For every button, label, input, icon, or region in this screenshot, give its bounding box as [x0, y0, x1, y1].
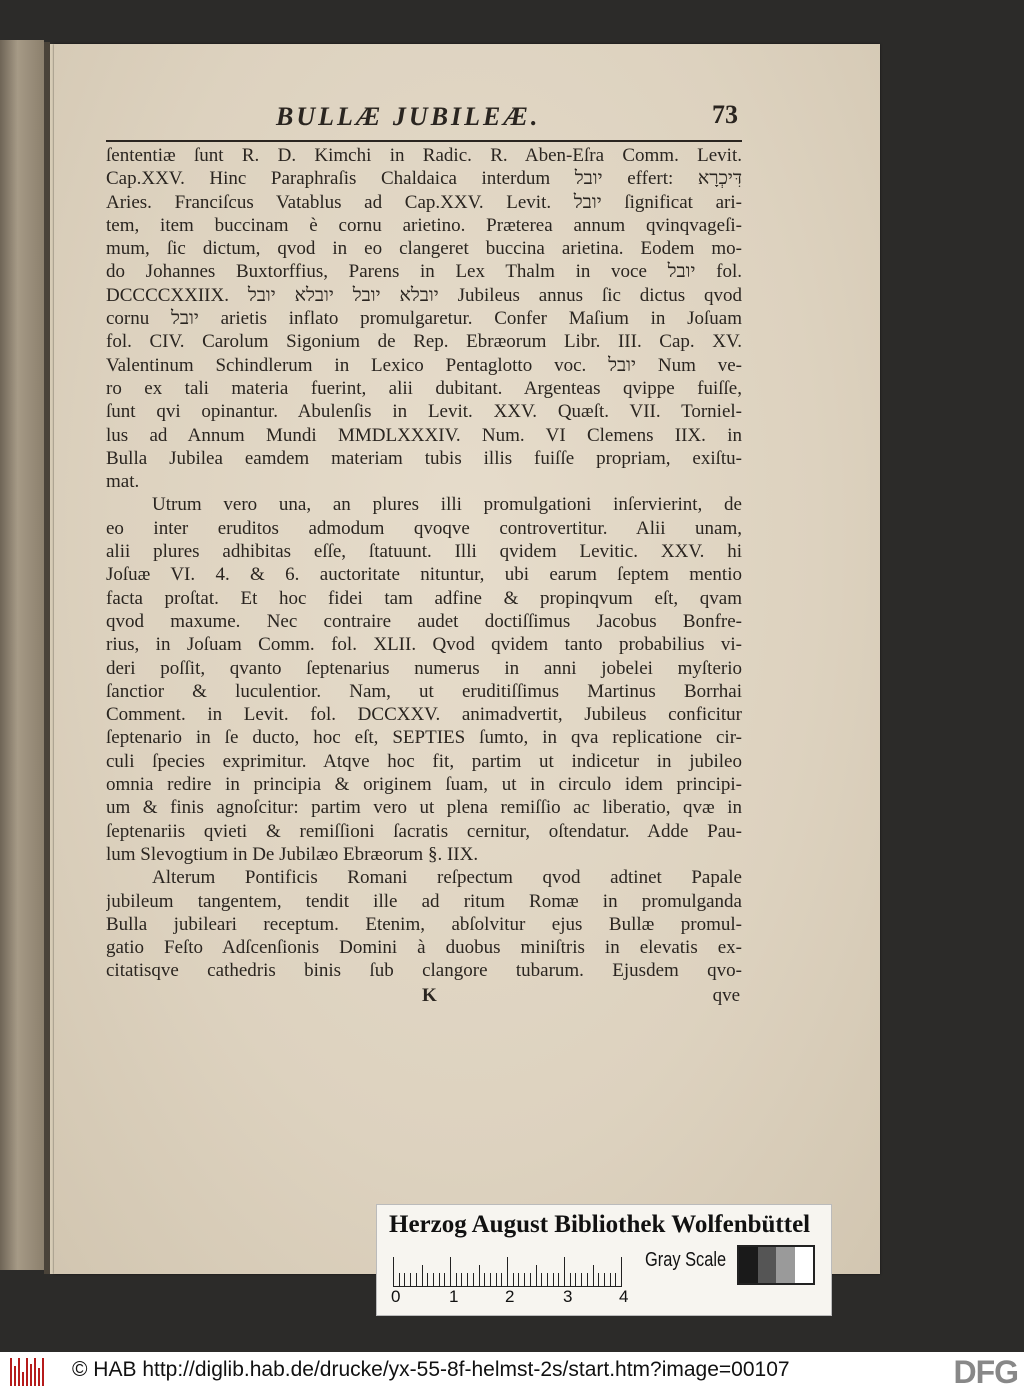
- viewer-footer: [0, 1352, 1024, 1392]
- ruler-tick: [564, 1257, 565, 1287]
- ruler-tick: [433, 1273, 434, 1287]
- ruler-tick: [501, 1273, 502, 1287]
- text-line: ſanctior & luculentior. Nam, ut eruditiſſimus Martinus Borrhai: [106, 680, 742, 702]
- ruler-number: 3: [563, 1287, 573, 1306]
- ruler-tick: [404, 1273, 405, 1287]
- source-url[interactable]: © HAB http://diglib.hab.de/drucke/yx-55-8f-helmst-2s/start.htm?image=00107: [72, 1358, 790, 1381]
- text-line: Alterum Pontificis Romani reſpectum qvod adtinet Papale: [152, 867, 742, 889]
- gray-swatch: [758, 1247, 777, 1283]
- catchword: qve: [712, 984, 740, 1006]
- text-line: omnia redire in principia & originem ſuam, ut in circulo idem principi-: [106, 774, 742, 796]
- ruler-tick: [558, 1273, 559, 1287]
- ruler-tick: [467, 1273, 468, 1287]
- ruler-number: 1: [449, 1287, 459, 1306]
- ruler-tick: [621, 1257, 622, 1287]
- text-line: citatisqve cathedris binis ſub clangore tubarum. Ejusdem qvo-: [106, 960, 742, 982]
- text-line: mat.: [106, 471, 140, 493]
- running-title: BULLÆ JUBILEÆ.: [276, 102, 541, 131]
- gray-scale-label: Gray Scale: [645, 1249, 727, 1271]
- ruler-tick: [393, 1257, 394, 1287]
- text-line: ſeptenariis qvieti & remiſſioni ſacratis cernitur, oſtendatur. Adde Pau-: [106, 820, 742, 842]
- ruler-tick: [450, 1257, 451, 1287]
- text-line: Aries. Franciſcus Vatablus ad Cap.XXV. Levit. יובל ſignificat ari-: [106, 191, 742, 213]
- hab-logo-icon: [10, 1358, 46, 1386]
- ruler-tick: [410, 1273, 411, 1287]
- ruler-tick: [416, 1273, 417, 1287]
- gray-scale-swatches: [737, 1245, 815, 1285]
- ruler-tick: [541, 1273, 542, 1287]
- text-line: eo inter eruditos admodum qvoqve controvertitur. Alii unam,: [106, 517, 742, 539]
- text-line: Joſuæ VI. 4. & 6. auctoritate nituntur, ubi earum ſeptem mentio: [106, 564, 742, 586]
- text-line: ſunt qvi opinantur. Abulenſis in Levit. XXV. Quæſt. VII. Torniel-: [106, 401, 742, 423]
- ruler-tick: [615, 1273, 616, 1287]
- ruler-tick: [496, 1273, 497, 1287]
- gray-swatch: [795, 1247, 814, 1283]
- ruler-tick: [524, 1273, 525, 1287]
- text-line: lus ad Annum Mundi MMDLXXXIV. Num. VI Clemens IIX. in: [106, 424, 742, 446]
- ruler-tick: [422, 1265, 423, 1287]
- page-header: [106, 100, 742, 142]
- ruler-tick: [444, 1273, 445, 1287]
- text-line: culi ſpecies exprimitur. Atqve hoc fit, partim ut indicetur in jubileo: [106, 750, 742, 772]
- ruler-tick: [461, 1273, 462, 1287]
- library-color-card: [376, 1204, 832, 1316]
- ruler-tick: [507, 1257, 508, 1287]
- text-line: cornu יובל arietis inflato promulgaretur. Confer Maſium in Joſuam: [106, 308, 742, 330]
- ruler-tick: [490, 1273, 491, 1287]
- ruler-number: 0: [391, 1287, 401, 1306]
- ruler-tick: [439, 1273, 440, 1287]
- text-line: Bulla jubileari receptum. Etenim, abſolvitur ejus Bullæ promul-: [106, 913, 742, 935]
- gray-swatch: [739, 1247, 758, 1283]
- text-line: facta proſtat. Et hoc fidei tam adfine & propinqvum eſt, qvam: [106, 587, 742, 609]
- text-line: ro ex tali materia fuerint, alii dubitant. Argenteas qvippe fuiſſe,: [106, 377, 742, 399]
- scale-ruler: [393, 1257, 639, 1287]
- text-line: mum, ſic dictum, qvod in eo clangeret buccina arietina. Eodem mo-: [106, 238, 742, 260]
- dfg-logo: DFG: [953, 1354, 1018, 1390]
- ruler-tick: [473, 1273, 474, 1287]
- page-foot: [106, 985, 742, 1009]
- text-line: tem, item buccinam è cornu arietino. Præterea annum qvinqvageſi-: [106, 214, 742, 236]
- gray-swatch: [776, 1247, 795, 1283]
- text-line: um & finis agnoſcitur: partim vero ut plena remiſſio ac liberatio, qvæ in: [106, 797, 742, 819]
- text-line: Comment. in Levit. fol. DCCXXV. animadvertit, Jubileus conficitur: [106, 704, 742, 726]
- text-line: ſententiæ ſunt R. D. Kimchi in Radic. R. Aben-Eſra Comm. Levit.: [106, 145, 742, 166]
- ruler-tick: [598, 1273, 599, 1287]
- library-name: Herzog August Bibliothek Wolfenbüttel: [389, 1211, 811, 1238]
- text-line: ſeptenario in ſe ducto, hoc eſt, SEPTIES ſumto, in qva replicatione cir-: [106, 727, 742, 749]
- ruler-number: 4: [619, 1287, 629, 1306]
- signature-mark: K: [422, 984, 437, 1006]
- ruler-tick: [604, 1273, 605, 1287]
- ruler-tick: [427, 1273, 428, 1287]
- adjacent-page-edge: [0, 40, 44, 1270]
- ruler-tick: [587, 1273, 588, 1287]
- ruler-tick: [581, 1273, 582, 1287]
- text-line: Utrum vero una, an plures illi promulgationi inſervierint, de: [152, 494, 742, 516]
- ruler-tick: [530, 1273, 531, 1287]
- ruler-tick: [575, 1273, 576, 1287]
- ruler-tick: [456, 1273, 457, 1287]
- text-line: do Johannes Buxtorffius, Parens in Lex Thalm in voce יובל fol.: [106, 261, 742, 283]
- text-line: gatio Feſto Adſcenſionis Domini à duobus miniſtris in elevatis ex-: [106, 937, 742, 959]
- page-text-block: [106, 100, 742, 1009]
- text-line: DCCCCXXIIX. יובלא יובל יובלא יובל Jubileus annus ſic dictus qvod: [106, 284, 742, 306]
- text-line: Cap.XXV. Hinc Paraphraſis Chaldaica interdum יובל effert: דִּיכְרָא: [106, 168, 742, 190]
- ruler-tick: [610, 1273, 611, 1287]
- ruler-tick: [570, 1273, 571, 1287]
- text-line: Valentinum Schindlerum in Lexico Pentaglotto voc. יובל Num ve-: [106, 354, 742, 376]
- text-line: lum Slevogtium in De Jubilæo Ebræorum §. IIX.: [106, 843, 479, 865]
- ruler-tick: [553, 1273, 554, 1287]
- text-line: Bulla Jubilea eamdem materiam tubis illis fuiſſe propriam, exiſtu-: [106, 447, 742, 469]
- body-text: [106, 144, 742, 983]
- text-line: deri poſſit, qvanto ſeptenarius numerus in anni jobelei myſterio: [106, 657, 742, 679]
- ruler-tick: [479, 1265, 480, 1287]
- page-number: 73: [712, 100, 738, 129]
- text-line: fol. CIV. Carolum Sigonium de Rep. Ebræorum Libr. III. Cap. XV.: [106, 331, 742, 353]
- text-line: jubileum tangentem, tendit ille ad ritum Romæ in promulganda: [106, 890, 742, 912]
- ruler-tick: [513, 1273, 514, 1287]
- ruler-tick: [484, 1273, 485, 1287]
- ruler-tick: [547, 1273, 548, 1287]
- ruler-tick: [593, 1265, 594, 1287]
- ruler-tick: [536, 1265, 537, 1287]
- ruler-tick: [518, 1273, 519, 1287]
- text-line: qvod maxume. Nec contraire audet doctiſſimus Jacobus Bonfre-: [106, 610, 742, 632]
- ruler-number: 2: [505, 1287, 515, 1306]
- text-line: rius, in Joſuam Comm. fol. XLII. Qvod qvidem tanto probabilius vi-: [106, 634, 742, 656]
- ruler-tick: [399, 1273, 400, 1287]
- text-line: alii plures adhibitas eſſe, ſtatuunt. Illi qvidem Levitic. XXV. hi: [106, 541, 742, 563]
